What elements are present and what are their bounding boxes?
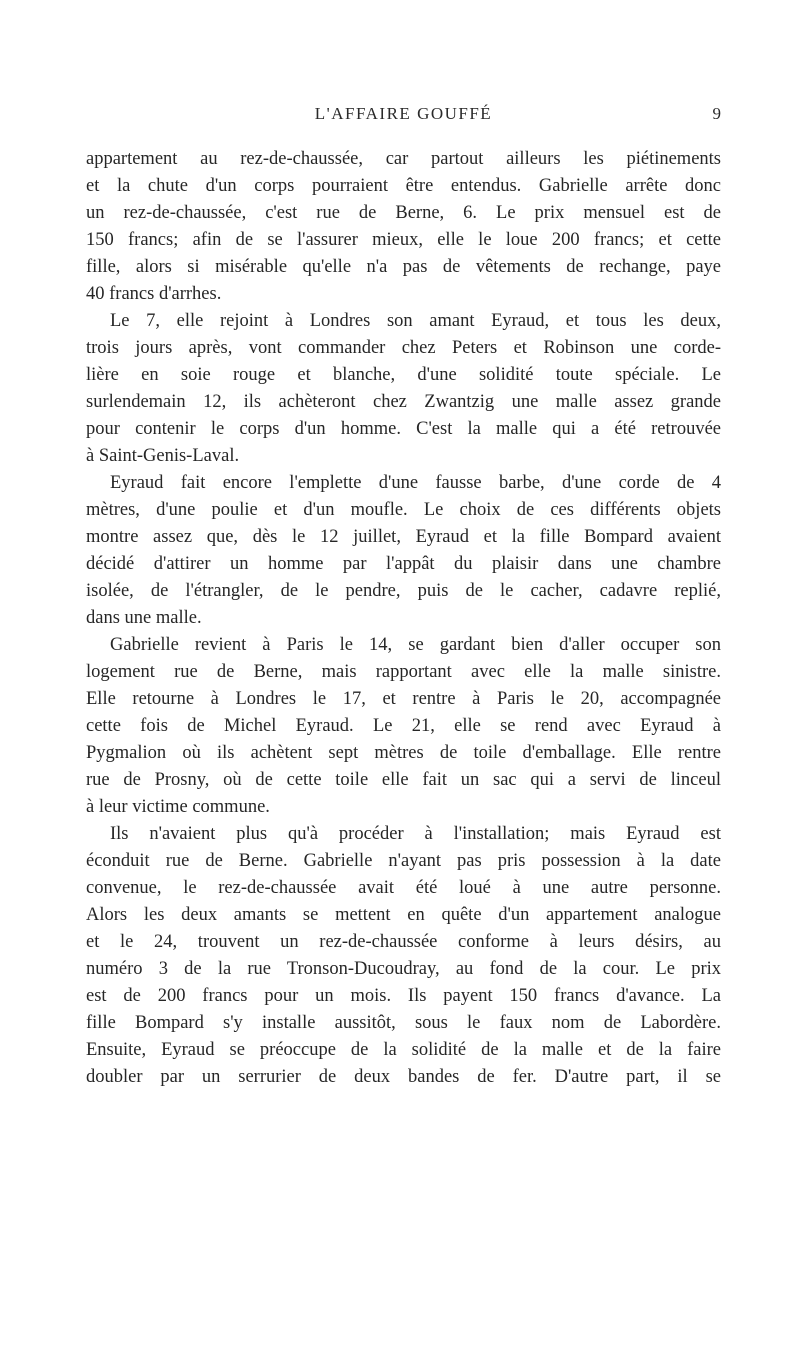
text-line: mètres, d'une poulie et d'un moufle. Le choix de ces différents objets: [86, 500, 721, 520]
text-line: est de 200 francs pour un mois. Ils payent 150 francs d'avance. La: [86, 986, 721, 1006]
text-line: décidé d'attirer un homme par l'appât du plaisir dans une chambre: [86, 554, 721, 574]
text-line: et la chute d'un corps pourraient être entendus. Gabrielle arrête donc: [86, 176, 721, 196]
text-line: 150 francs; afin de se l'assurer mieux, elle le loue 200 francs; et cette: [86, 230, 721, 250]
text-line: appartement au rez-de-chaussée, car partout ailleurs les piétinements: [86, 149, 721, 169]
text-line: lière en soie rouge et blanche, d'une solidité toute spéciale. Le: [86, 365, 721, 385]
text-line: surlendemain 12, ils achèteront chez Zwantzig une malle assez grande: [86, 392, 721, 412]
text-line: dans une malle.: [86, 608, 202, 628]
text-line: un rez-de-chaussée, c'est rue de Berne, 6. Le prix mensuel est de: [86, 203, 721, 223]
text-line: numéro 3 de la rue Tronson-Ducoudray, au fond de la cour. Le prix: [86, 959, 721, 979]
text-line: et le 24, trouvent un rez-de-chaussée conforme à leurs désirs, au: [86, 932, 721, 952]
text-line: à leur victime commune.: [86, 797, 270, 817]
text-line: Ils n'avaient plus qu'à procéder à l'installation; mais Eyraud est: [110, 824, 721, 844]
text-line: pour contenir le corps d'un homme. C'est la malle qui a été retrouvée: [86, 419, 721, 439]
text-line: à Saint-Genis-Laval.: [86, 446, 240, 466]
text-line: Eyraud fait encore l'emplette d'une fausse barbe, d'une corde de 4: [110, 473, 721, 493]
text-line: montre assez que, dès le 12 juillet, Eyraud et la fille Bompard avaient: [86, 527, 721, 547]
text-line: logement rue de Berne, mais rapportant avec elle la malle sinistre.: [86, 662, 721, 682]
text-line: isolée, de l'étrangler, de le pendre, puis de le cacher, cadavre replié,: [86, 581, 721, 601]
text-line: Ensuite, Eyraud se préoccupe de la solidité de la malle et de la faire: [86, 1040, 721, 1060]
text-line: cette fois de Michel Eyraud. Le 21, elle se rend avec Eyraud à: [86, 716, 721, 736]
body-text: [86, 146, 721, 1091]
text-line: éconduit rue de Berne. Gabrielle n'ayant pas pris possession à la date: [86, 851, 721, 871]
text-line: convenue, le rez-de-chaussée avait été loué à une autre personne.: [86, 878, 721, 898]
page-number: 9: [712, 104, 721, 123]
text-line: fille Bompard s'y installe aussitôt, sous le faux nom de Labordère.: [86, 1013, 721, 1033]
text-line: trois jours après, vont commander chez Peters et Robinson une corde-: [86, 338, 721, 358]
text-line: doubler par un serrurier de deux bandes de fer. D'autre part, il se: [86, 1067, 721, 1087]
text-line: Gabrielle revient à Paris le 14, se gardant bien d'aller occuper son: [110, 635, 721, 655]
text-line: Le 7, elle rejoint à Londres son amant Eyraud, et tous les deux,: [110, 311, 721, 331]
text-line: Pygmalion où ils achètent sept mètres de toile d'emballage. Elle rentre: [86, 743, 721, 763]
page-header: [86, 104, 721, 132]
text-line: 40 francs d'arrhes.: [86, 284, 222, 304]
running-title: L'AFFAIRE GOUFFÉ: [314, 104, 493, 123]
text-line: Alors les deux amants se mettent en quête d'un appartement analogue: [86, 905, 721, 925]
text-line: Elle retourne à Londres le 17, et rentre à Paris le 20, accompagnée: [86, 689, 721, 709]
text-line: rue de Prosny, où de cette toile elle fait un sac qui a servi de linceul: [86, 770, 721, 790]
text-line: fille, alors si misérable qu'elle n'a pas de vêtements de rechange, paye: [86, 257, 721, 277]
